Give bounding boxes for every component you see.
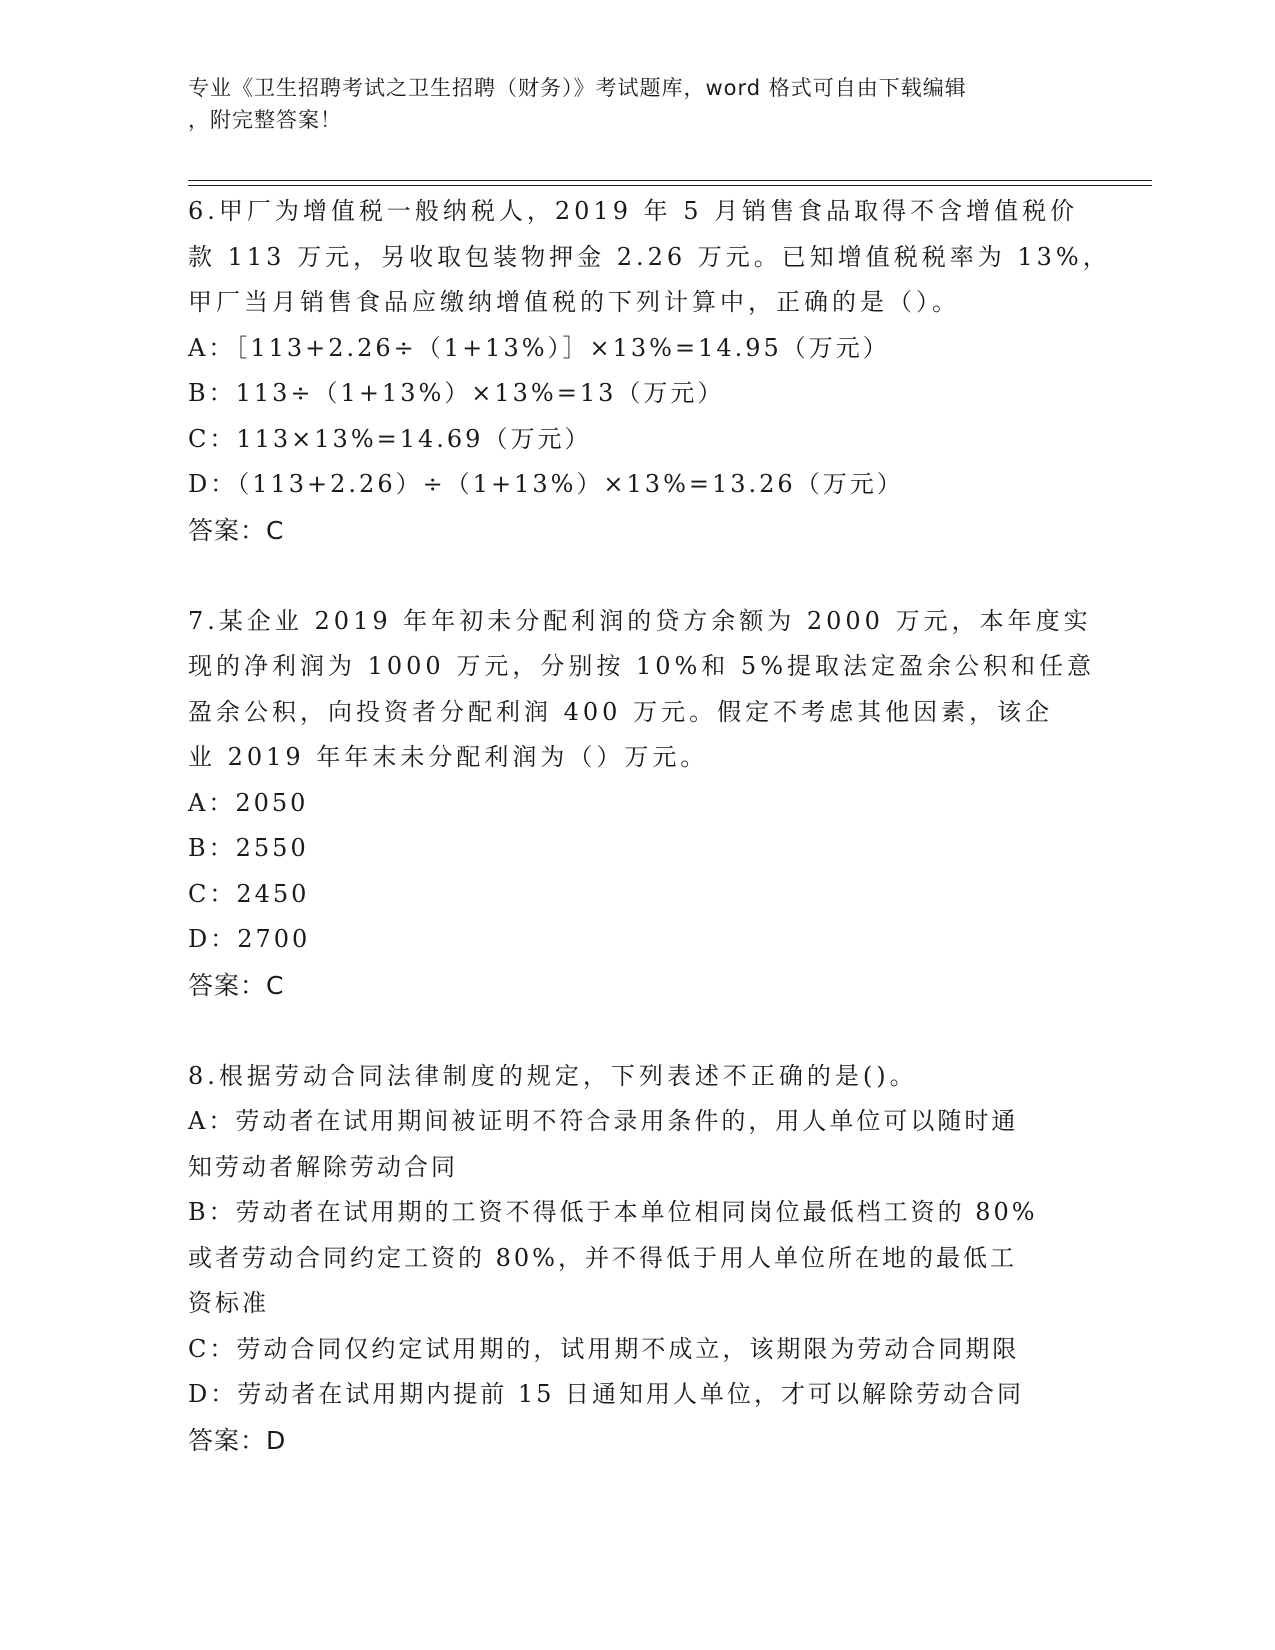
stem-line: 款 113 万元，另收取包装物押金 2.26 万元。已知增值税税率为 13%， bbox=[188, 242, 1111, 271]
option-line: B：113÷（1+13%）×13%=13（万元） bbox=[188, 379, 725, 407]
option-line: 知劳动者解除劳动合同 bbox=[188, 1152, 458, 1181]
question-list bbox=[188, 189, 1111, 1509]
option-d bbox=[188, 917, 1088, 963]
question-8 bbox=[188, 1054, 1088, 1464]
option-line: A：劳动者在试用期间被证明不符合录用条件的，用人单位可以随时通 bbox=[188, 1107, 1019, 1135]
option-line: D：劳动者在试用期内提前 15 日通知用人单位，才可以解除劳动合同 bbox=[188, 1380, 1025, 1408]
question-6 bbox=[188, 189, 1111, 554]
option-line: A：2050 bbox=[188, 788, 309, 817]
answer-label: 答案：C bbox=[188, 970, 285, 1000]
answer-label: 答案：D bbox=[188, 1425, 287, 1455]
option-b bbox=[188, 1190, 1088, 1327]
option-d bbox=[188, 462, 1088, 508]
option-line: D：（113+2.26）÷（1+13%）×13%=13.26（万元） bbox=[188, 470, 904, 498]
option-d bbox=[188, 1372, 1088, 1418]
option-b bbox=[188, 371, 1088, 417]
option-c bbox=[188, 872, 1088, 918]
answer-label: 答案：C bbox=[188, 515, 285, 545]
option-line: C：113×13%=14.69（万元） bbox=[188, 424, 592, 453]
stem-line: 6.甲厂为增值税一般纳税人，2019 年 5 月销售食品取得不含增值税价 bbox=[188, 197, 1079, 225]
stem-line: 盈余公积，向投资者分配利润 400 万元。假定不考虑其他因素，该企 bbox=[188, 697, 1054, 726]
document-header bbox=[188, 72, 1088, 136]
stem-line: 业 2019 年年末未分配利润为（）万元。 bbox=[188, 743, 709, 771]
option-line: A：［113+2.26÷（1+13%）］×13%=14.95（万元） bbox=[188, 333, 890, 362]
option-line: B：劳动者在试用期的工资不得低于本单位相同岗位最低档工资的 80% bbox=[188, 1198, 1038, 1226]
option-line: C：2450 bbox=[188, 879, 310, 908]
option-a bbox=[188, 326, 1088, 372]
header-line: ，附完整答案！ bbox=[188, 108, 342, 132]
stem-line: 7.某企业 2019 年年初未分配利润的贷方余额为 2000 万元，本年度实 bbox=[188, 606, 1092, 635]
option-line: C：劳动合同仅约定试用期的，试用期不成立，该期限为劳动合同期限 bbox=[188, 1334, 1020, 1363]
stem-line: 现的净利润为 1000 万元，分别按 10%和 5%提取法定盈余公积和任意 bbox=[188, 652, 1096, 680]
question-7 bbox=[188, 599, 1096, 1009]
option-a bbox=[188, 1099, 1088, 1190]
header-line: 专业《卫生招聘考试之卫生招聘（财务）》考试题库，word 格式可自由下载编辑 bbox=[188, 76, 967, 100]
stem-line: 8.根据劳动合同法律制度的规定，下列表述不正确的是()。 bbox=[188, 1061, 918, 1090]
option-line: D：2700 bbox=[188, 925, 311, 953]
stem-line: 甲厂当月销售食品应缴纳增值税的下列计算中，正确的是（）。 bbox=[188, 288, 960, 316]
question-stem bbox=[188, 1054, 1088, 1100]
option-c bbox=[188, 417, 1088, 463]
option-line: 资标准 bbox=[188, 1289, 269, 1317]
option-a bbox=[188, 781, 1088, 827]
question-stem bbox=[188, 599, 1096, 781]
option-b bbox=[188, 826, 1088, 872]
option-line: 或者劳动合同约定工资的 80%，并不得低于用人单位所在地的最低工 bbox=[188, 1243, 1017, 1272]
option-line: B：2550 bbox=[188, 834, 309, 862]
header-divider bbox=[188, 180, 1152, 181]
question-stem bbox=[188, 189, 1111, 326]
header-divider bbox=[188, 185, 1152, 186]
option-c bbox=[188, 1327, 1088, 1373]
